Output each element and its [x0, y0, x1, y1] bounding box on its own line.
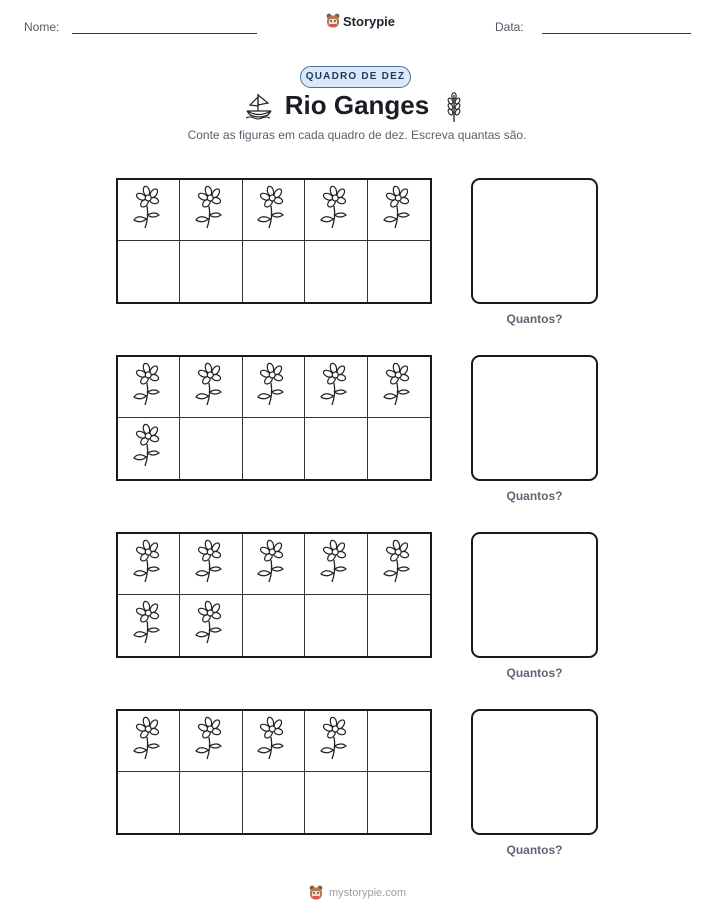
worksheet-type-badge: QUADRO DE DEZ: [300, 66, 411, 88]
frame-cell: [180, 595, 242, 656]
flower-icon: [317, 185, 355, 236]
frame-cell: [368, 357, 430, 418]
brand-name: Storypie: [343, 13, 396, 29]
frame-cell: [305, 595, 367, 656]
frame-cell: [180, 241, 242, 302]
frame-cell: [118, 595, 180, 656]
footer: [0, 885, 714, 901]
frame-cell: [305, 241, 367, 302]
flower-icon: [130, 539, 168, 590]
answer-box-1[interactable]: [471, 178, 598, 304]
frame-cell: [368, 772, 430, 833]
flower-icon: [192, 539, 230, 590]
frame-cell: [305, 534, 367, 595]
date-label: Data:: [495, 20, 524, 34]
footer-url: mystorypie.com: [328, 887, 407, 899]
frame-cell: [305, 772, 367, 833]
frame-cell: [118, 418, 180, 479]
name-label: Nome:: [24, 20, 60, 34]
frame-cell: [305, 711, 367, 772]
frame-cell: [243, 772, 305, 833]
frame-cell: [118, 357, 180, 418]
ten-frame-4: [116, 709, 432, 835]
answer-box-4[interactable]: [471, 709, 598, 835]
frame-cell: [118, 711, 180, 772]
frame-cell: [180, 772, 242, 833]
frame-cell: [368, 595, 430, 656]
flower-icon: [130, 185, 168, 236]
frame-cell: [368, 241, 430, 302]
frame-cell: [118, 534, 180, 595]
flower-icon: [130, 362, 168, 413]
flower-icon: [254, 716, 292, 767]
flower-icon: [317, 362, 355, 413]
flower-icon: [380, 185, 418, 236]
frame-cell: [305, 180, 367, 241]
answer-label-4: Quantos?: [506, 843, 563, 857]
answer-box-2[interactable]: [471, 355, 598, 481]
ten-frame-2: [116, 355, 432, 481]
flower-icon: [130, 423, 168, 474]
frame-cell: [243, 241, 305, 302]
bear-logo-icon: [326, 13, 340, 29]
frame-cell: [180, 357, 242, 418]
flower-icon: [192, 600, 230, 651]
frame-cell: [368, 711, 430, 772]
flower-icon: [317, 716, 355, 767]
frame-cell: [180, 180, 242, 241]
frame-cell: [305, 357, 367, 418]
frame-cell: [368, 180, 430, 241]
frame-cell: [118, 772, 180, 833]
frame-cell: [243, 357, 305, 418]
bear-logo-icon: [308, 885, 324, 901]
frame-cell: [368, 418, 430, 479]
flower-icon: [380, 539, 418, 590]
brand-logo: [326, 13, 395, 29]
frame-cell: [243, 711, 305, 772]
instructions: Conte as figuras em cada quadro de dez. Escreva quantas são.: [187, 128, 527, 142]
ten-frame-1: [116, 178, 432, 304]
flower-icon: [380, 362, 418, 413]
wheat-icon: [444, 91, 464, 123]
flower-icon: [254, 539, 292, 590]
frame-cell: [118, 241, 180, 302]
frame-cell: [180, 534, 242, 595]
frame-cell: [180, 711, 242, 772]
frame-cell: [305, 418, 367, 479]
flower-icon: [317, 539, 355, 590]
flower-icon: [192, 362, 230, 413]
answer-box-3[interactable]: [471, 532, 598, 658]
ten-frame-3: [116, 532, 432, 658]
flower-icon: [254, 185, 292, 236]
flower-icon: [254, 362, 292, 413]
flower-icon: [130, 716, 168, 767]
frame-cell: [243, 418, 305, 479]
answer-label-3: Quantos?: [506, 666, 563, 680]
frame-cell: [243, 595, 305, 656]
date-line[interactable]: [542, 33, 691, 34]
page-title: Rio Ganges: [284, 90, 430, 120]
flower-icon: [192, 716, 230, 767]
frame-cell: [368, 534, 430, 595]
name-line[interactable]: [72, 33, 257, 34]
frame-cell: [118, 180, 180, 241]
answer-label-1: Quantos?: [506, 312, 563, 326]
answer-label-2: Quantos?: [506, 489, 563, 503]
frame-cell: [243, 534, 305, 595]
flower-icon: [130, 600, 168, 651]
flower-icon: [192, 185, 230, 236]
frame-cell: [243, 180, 305, 241]
frame-cell: [180, 418, 242, 479]
